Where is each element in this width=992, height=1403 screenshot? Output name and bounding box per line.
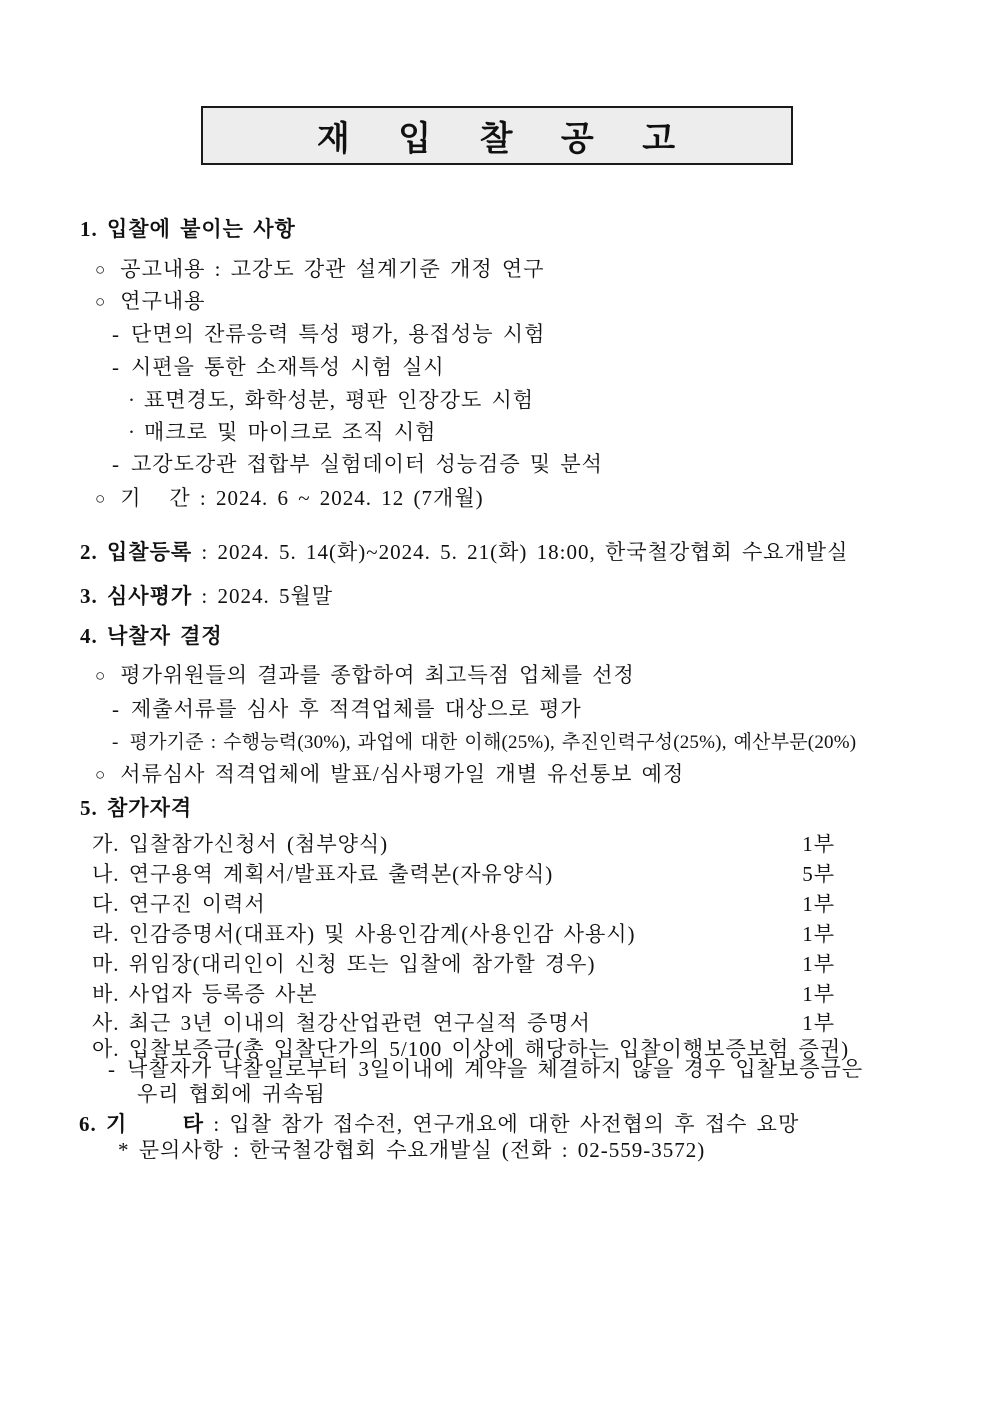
list-item-text: 고강도강관 접합부 실험데이터 성능검증 및 분석 xyxy=(131,452,603,476)
section6-text: : 입찰 참가 접수전, 연구개요에 대한 사전협의 후 접수 요망 xyxy=(204,1112,800,1136)
list-item-text: 매크로 및 마이크로 조직 시험 xyxy=(144,420,437,444)
row-count: 5부 xyxy=(802,862,835,886)
submission-row xyxy=(92,948,835,978)
row-count: 1부 xyxy=(802,922,835,946)
row-label: 다. 연구진 이력서 xyxy=(92,892,266,916)
list-item-text: 평가위원들의 결과를 종합하여 최고득점 업체를 선정 xyxy=(120,663,635,687)
list-item xyxy=(128,420,436,444)
list-item xyxy=(95,663,635,688)
list-item xyxy=(112,355,445,379)
row-count: 1부 xyxy=(802,892,835,916)
list-item xyxy=(128,388,534,412)
submission-row xyxy=(92,888,835,918)
list-item-text: 서류심사 적격업체에 발표/심사평가일 개별 유선통보 예정 xyxy=(120,762,685,786)
row-label: 라. 인감증명서(대표자) 및 사용인감계(사용인감 사용시) xyxy=(92,922,636,946)
section4-heading: 4. 낙찰자 결정 xyxy=(80,624,223,648)
row-count: 1부 xyxy=(802,952,835,976)
deposit-note-line1 xyxy=(108,1057,863,1081)
list-item-text: 공고내용 : 고강도 강관 설계기준 개정 연구 xyxy=(120,257,545,281)
list-item-text: 연구내용 xyxy=(120,289,206,313)
dash-bullet: - xyxy=(112,732,119,753)
row-label: 아. 입찰보증금(총 입찰단가의 5/100 이상에 해당하는 입찰이행보증보험 증권) xyxy=(92,1037,850,1061)
section6-line xyxy=(79,1112,799,1136)
section2-line xyxy=(80,540,848,564)
list-item-text: 단면의 잔류응력 특성 평가, 용접성능 시험 xyxy=(131,322,546,346)
list-item-text: 제출서류를 심사 후 적격업체를 대상으로 평가 xyxy=(131,697,582,721)
circle-bullet: ○ xyxy=(95,666,107,685)
circle-bullet: ○ xyxy=(95,489,107,508)
list-item xyxy=(95,289,205,314)
section5-heading: 5. 참가자격 xyxy=(80,796,193,820)
dash-bullet: - xyxy=(112,452,120,476)
row-label: 바. 사업자 등록증 사본 xyxy=(92,982,318,1006)
section6-heading: 6. 기 타 xyxy=(79,1112,205,1136)
list-item xyxy=(112,731,856,755)
section2-text: : 2024. 5. 14(화)~2024. 5. 21(화) 18:00, 한국철강협회 수요개발실 xyxy=(192,540,849,564)
list-item xyxy=(112,322,545,346)
title-box xyxy=(201,106,793,165)
list-item xyxy=(95,257,544,282)
list-item xyxy=(112,697,582,721)
list-item-text: 표면경도, 화학성분, 평판 인장강도 시험 xyxy=(144,388,535,412)
list-item xyxy=(112,452,603,476)
dot-bullet: · xyxy=(128,420,136,444)
list-item-text: 기 간 : 2024. 6 ~ 2024. 12 (7개월) xyxy=(120,486,484,510)
list-item-text: 평가기준 : 수행능력(30%), 과업에 대한 이해(25%), 추진인력구성(25%), 예산부문(20%) xyxy=(129,732,857,753)
contact-note: * 문의사항 : 한국철강협회 수요개발실 (전화 : 02-559-3572) xyxy=(118,1138,706,1162)
deposit-note-line2: 우리 협회에 귀속됨 xyxy=(137,1082,326,1106)
submission-row xyxy=(92,828,835,858)
section3-text: : 2024. 5월말 xyxy=(192,584,334,608)
circle-bullet: ○ xyxy=(95,765,107,784)
dash-bullet: - xyxy=(112,322,120,346)
submission-row xyxy=(92,918,835,948)
dash-bullet: - xyxy=(112,355,120,379)
list-item xyxy=(95,486,484,511)
submission-row xyxy=(92,978,835,1008)
list-item xyxy=(95,762,684,787)
row-count: 1부 xyxy=(802,982,835,1006)
dash-bullet: - xyxy=(108,1057,116,1081)
dot-bullet: · xyxy=(128,388,136,412)
note-text: 낙찰자가 낙찰일로부터 3일이내에 계약을 체결하지 않을 경우 입찰보증금은 xyxy=(127,1057,864,1081)
submission-row xyxy=(92,858,835,888)
section3-line xyxy=(80,584,333,608)
circle-bullet: ○ xyxy=(95,260,107,279)
section1-heading: 1. 입찰에 붙이는 사항 xyxy=(80,217,296,241)
row-label: 나. 연구용역 계획서/발표자료 출력본(자유양식) xyxy=(92,862,554,886)
page-title: 재 입 찰 공 고 xyxy=(316,121,678,158)
dash-bullet: - xyxy=(112,697,120,721)
row-label: 사. 최근 3년 이내의 철강산업관련 연구실적 증명서 xyxy=(92,1011,591,1035)
row-label: 마. 위임장(대리인이 신청 또는 입찰에 참가할 경우) xyxy=(92,952,596,976)
section2-heading: 2. 입찰등록 xyxy=(80,540,193,564)
row-count: 1부 xyxy=(802,832,835,856)
circle-bullet: ○ xyxy=(95,292,107,311)
section3-heading: 3. 심사평가 xyxy=(80,584,193,608)
list-item-text: 시편을 통한 소재특성 시험 실시 xyxy=(131,355,445,379)
row-count: 1부 xyxy=(802,1011,835,1035)
row-label: 가. 입찰참가신청서 (첨부양식) xyxy=(92,832,389,856)
